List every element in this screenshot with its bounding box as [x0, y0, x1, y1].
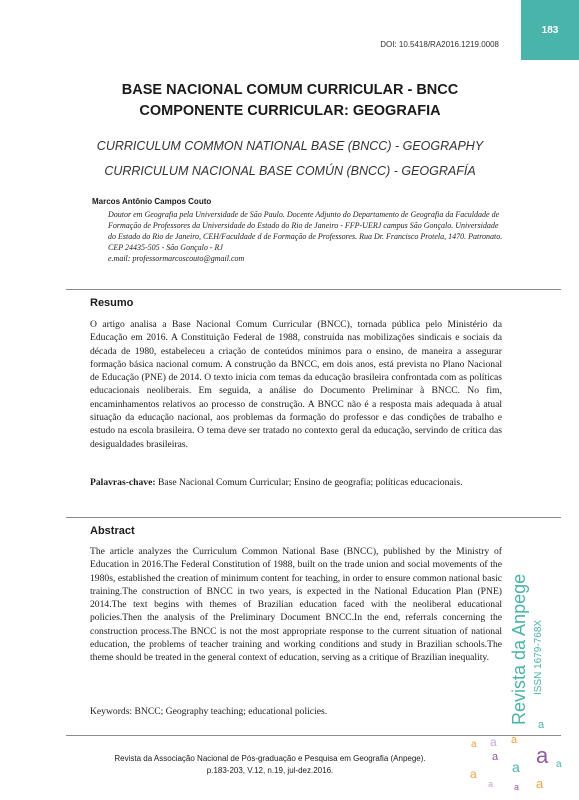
deco-letter-a: a [511, 734, 518, 746]
deco-letter-a: a [470, 767, 477, 781]
title-spanish: CURRICULUM NACIONAL BASE COMÚN (BNCC) - GEOGRAFÍA [104, 164, 476, 178]
deco-letter-a: a [538, 719, 545, 731]
footer-citation [80, 753, 460, 777]
side-journal-branding [505, 545, 551, 725]
deco-letter-a: a [514, 782, 520, 792]
title-pt-line1: BASE NACIONAL COMUM CURRICULAR - BNCC [121, 82, 459, 98]
title-pt-line2: COMPONENTE CURRICULAR: GEOGRAFIA [139, 103, 441, 119]
abstract-text: The article analyzes the Curriculum Common National Base (BNCC), published by the Ministry of Education in 2016.The Federal Constitution of 1988, built on the trade union and social movements of the 1980s, established the creation of minimum content for teaching, in order to ensure common national basic training.The construction of BNCC in two years, is expected in the National Education Plan (PNE) 2014.The text begins with themes of Brazilian education faced with the neoliberal educational policies.Then the analysis of the Preliminary Document BNCC.In the end, referrals concerning the construction process.The BNCC is not the most appropriate response to the current situation of national education, the problems of teacher training and working conditions and study in Brazilian schools.The theme should be treated in the general context of education, serving as a critique of Brazilian inequality. [90, 546, 502, 664]
affiliation-text: Doutor em Geografia pela Universidade de São Paulo. Docente Adjunto do Departamento de Geografia da Faculdade de Formação de Professores da Universidade do Estado do Rio de Janeiro - FFP-UERJ campus São Gonçalo. Universidade do Estado do Rio de Janeiro, CEH/Faculdade d de Formação de Professores. Rua Dr. Francisco Protela, 1470. Patronato. CEP 24435-505 - São Gonçalo - RJ [108, 210, 503, 252]
resumo-keywords-label: Palavras-chave: [90, 477, 156, 488]
resumo-divider [66, 289, 561, 290]
page-number-tab [521, 0, 579, 60]
resumo-text: O artigo analisa a Base Nacional Comum Curricular (BNCC), tornada pública pelo Ministério da Educação em 2016. A Constituição Federal de 1988, construída nas mobilizações sindicais e sociais da década de 1980, estabeleceu a criação de conteúdos mínimos para o ensino, de maneira a assegurar formação básica nacional comum. A construção da BNCC, em dois anos, está prevista no Plano Nacional de Educação (PNE) de 2014. O texto inicia com temas da educação brasileira confrontada com as políticas educacionais neoliberais. Em seguida, a análise do Documento Preliminar à BNCC. No fim, encaminhamentos relativos ao processo de construção. A BNCC não é a resposta mais adequada à atual situação da educação nacional, aos problemas da formação do professor e das condições de trabalho e estudo na escola brasileira. O tema deve ser tratado no contexto geral da educação, servindo de crítica das desigualdades brasileiras. [90, 319, 502, 450]
deco-letter-a: a [488, 779, 494, 789]
abstract-divider [66, 517, 561, 518]
deco-letter-a: a [492, 751, 499, 763]
resumo-keywords-list: Base Nacional Comum Curricular; Ensino de geografia; políticas educacionais. [157, 477, 463, 488]
deco-letter-a: a [556, 759, 562, 770]
resumo-keywords [90, 476, 502, 489]
deco-letter-a: a [536, 743, 549, 768]
footer-divider [66, 735, 561, 736]
author-email: e.mail: professormarcoscouto@gmail.com [108, 254, 245, 263]
footer-line1: Revista da Associação Nacional de Pós-graduação e Pesquisa em Geografia (Anpege). [114, 754, 426, 763]
deco-letter-a: a [490, 735, 497, 749]
deco-letter-a: a [536, 776, 544, 791]
abstract-keywords: Keywords: BNCC; Geography teaching; educational policies. [90, 706, 328, 717]
deco-letter-a: a [512, 759, 520, 775]
journal-name-vertical: Revista da Anpege [509, 573, 529, 725]
abstract-heading: Abstract [90, 525, 135, 537]
title-portuguese [70, 80, 510, 122]
doi-text: DOI: 10.5418/RA2016.1219.0008 [380, 40, 499, 49]
resumo-heading: Resumo [90, 297, 134, 309]
title-english: CURRICULUM COMMON NATIONAL BASE (BNCC) - GEOGRAPHY [96, 139, 484, 153]
author-name: Marcos Antônio Campos Couto [92, 197, 212, 206]
page-number: 183 [541, 24, 559, 36]
author-affiliation [108, 209, 508, 264]
deco-letter-a: a [471, 739, 477, 750]
issn-vertical: ISSN 1679-768X [533, 619, 544, 695]
footer-line2: p.183-203, V.12, n.19, jul-dez.2016. [206, 766, 334, 775]
